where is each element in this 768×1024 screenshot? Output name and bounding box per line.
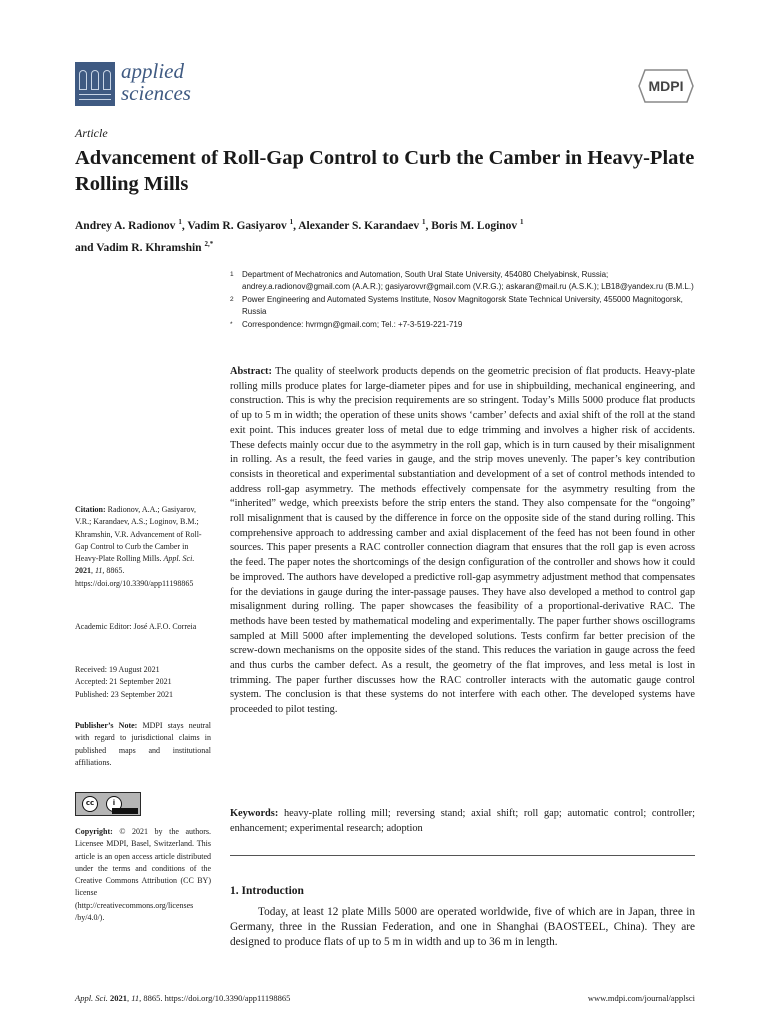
citation-block: Citation: Radionov, A.A.; Gasiyarov, V.R.; Karandaev, A.S.; Loginov, B.M.; Khramshin, V.R. Advancement of Roll-Gap Control to Curb the Camber in Heavy-Plate Rolling Mills. Appl. Sci. 2021, 11, 8865. https://doi.org/10.3390/app11198865 (75, 505, 202, 588)
copyright-label: Copyright: (75, 827, 113, 836)
author-affiliation-mark: 1 (520, 218, 524, 226)
author-affiliation-mark: 1 (421, 218, 426, 226)
citation-label: Citation: (75, 505, 106, 514)
keywords (230, 807, 695, 836)
author-separator: , (293, 219, 299, 232)
journal-header (75, 60, 695, 110)
footer-doi[interactable]: , 8865. https://doi.org/10.3390/app11198865 (139, 993, 291, 1003)
author-list (75, 213, 695, 257)
author-name[interactable]: Andrey A. Radionov (75, 219, 179, 232)
author-name[interactable]: Vadim R. Gasiyarov (187, 219, 290, 232)
footer-citation: Appl. Sci. 2021, 11, 8865. https://doi.org/10.3390/app11198865 (75, 993, 291, 1003)
abstract (230, 365, 695, 718)
footer-volume: 11 (131, 993, 140, 1003)
affiliation-item (230, 319, 695, 331)
author-separator: , (425, 219, 432, 232)
cc-icon: cc (82, 796, 98, 812)
affiliations (230, 269, 695, 332)
affiliation-mark: 1 (230, 271, 234, 278)
accepted-date: Accepted: 21 September 2021 (75, 677, 172, 687)
citation-year: 2021 (75, 566, 91, 576)
attribution-icon: i (106, 796, 122, 812)
cc-by-icon (75, 792, 141, 816)
journal-name-line1: applied (121, 59, 184, 83)
publication-dates (75, 664, 211, 701)
affiliation-text: Power Engineering and Automated Systems Institute, Nosov Magnitogorsk State Technical University, 455000 Magnitogorsk, Russia (242, 295, 683, 316)
publisher-note-label: Publisher’s Note: (75, 721, 138, 730)
journal-logo-icon (75, 62, 115, 106)
citation-doi[interactable]: , 8865. https://doi.org/10.3390/app11198865 (75, 566, 194, 588)
cc-license-badge[interactable] (75, 792, 211, 816)
affiliation-item (230, 269, 695, 293)
citation-journal: Appl. Sci. (163, 554, 195, 564)
citation-volume: 11 (95, 566, 103, 576)
footer-journal: Appl. Sci. (75, 993, 108, 1003)
author-separator: and (75, 241, 97, 254)
abstract-label: Abstract: (230, 366, 272, 377)
paper-title: Advancement of Roll-Gap Control to Curb the Camber in Heavy-Plate Rolling Mills (75, 147, 695, 195)
academic-editor: Academic Editor: José A.F.O. Correia (75, 622, 197, 631)
citation-text: Radionov, A.A.; Gasiyarov, V.R.; Karandaev, A.S.; Loginov, B.M.; Khramshin, V.R. Advancement of Roll-Gap Control to Curb the Camber in Heavy-Plate Rolling Mills. (75, 505, 202, 564)
publisher-note (75, 720, 211, 769)
publisher-note-text: MDPI stays neutral with regard to jurisdictional claims in published maps and institutional affiliations. (75, 721, 211, 767)
keywords-label: Keywords: (230, 808, 279, 819)
section-heading: 1. Introduction (230, 885, 304, 897)
copyright-block (75, 826, 211, 924)
journal-logo[interactable] (75, 60, 191, 106)
author-affiliation-mark: 1 (289, 218, 294, 226)
by-strip (112, 808, 138, 814)
copyright-text: © 2021 by the authors. Licensee MDPI, Basel, Switzerland. This article is an open access article distributed under the terms and conditions of the Creative Commons Attribution (CC BY) license (http://creativecommons.org/licenses /by/4.0/). (75, 827, 211, 923)
section-body: Today, at least 12 plate Mills 5000 are operated worldwide, five of which are in Japan, three in Germany, three in the Russian Federation, and one in Shanghai (BAOSTEEL, China). They are designed to produce flats of up to 5 m in width and up to 36 m in length. (230, 906, 695, 949)
published-date: Published: 23 September 2021 (75, 689, 173, 699)
author-name[interactable]: Boris M. Loginov (431, 219, 521, 232)
publisher-logo[interactable] (637, 68, 695, 104)
article-type: Article (75, 126, 108, 140)
footer-year: 2021 (109, 993, 127, 1003)
publisher-name: MDPI (648, 78, 684, 94)
author-affiliation-mark: 1 (178, 218, 182, 226)
affiliation-mark: * (230, 321, 233, 328)
footer-journal-url[interactable]: www.mdpi.com/journal/applsci (587, 993, 695, 1003)
keywords-text: heavy-plate rolling mill; reversing stand; axial shift; roll gap; automatic control; controller; enhancement; experimental research; adoption (230, 808, 695, 834)
journal-name-line2: sciences (121, 81, 191, 105)
affiliation-item (230, 294, 695, 318)
affiliation-text: Department of Mechatronics and Automation, South Ural State University, 454080 Chelyabinsk, Russia; andrey.a.radionov@gmail.com (A.A.R.); gasiyarovvr@gmail.com (V.R.G.); askaran@mail.ru (A.S.K.); LB18@yandex.ru (B.M.L.) (242, 270, 694, 291)
author-name[interactable]: Vadim R. Khramshin (96, 241, 205, 254)
section-divider (230, 855, 695, 856)
received-date: Received: 19 August 2021 (75, 665, 160, 674)
journal-name (121, 60, 191, 104)
author-separator: , (181, 219, 188, 232)
correspondence-text: Correspondence: hvrmgn@gmail.com; Tel.: +7-3-519-221-719 (242, 320, 463, 329)
author-affiliation-mark: 2,* (204, 239, 214, 248)
affiliation-mark: 2 (230, 296, 234, 303)
author-name[interactable]: Alexander S. Karandaev (298, 219, 422, 232)
abstract-text: The quality of steelwork products depends on the geometric precision of flat products. Heavy-plate rolling mills produce plates for large-diameter pipes and for use in shipbuilding, mechanical engineering, and construction. This is why the precision requirements are so stringent. Today’s Mills 5000 produce flat products of up to 5 m in width; the operation of these units shows ‘camber’ defects and axial shift of the roll at the stand exit point. This induces greater loss of metal due to edge trimming and involves a higher risk of accidents. These defects mainly occur due to the asymmetry in the roll gap, which is in turn caused by their misalignment in rolling. As a result, the feed varies in gauge, and the strip moves unevenly. The paper’s key contribution consists in theoretical and experimental substantiation and development of a set of control methods intended to address roll-gap asymmetry. The methods effectively compensate for the asymmetry resulting from the “inherited” wedge, which preexists before the strip enters the stand. They also compensate for the “ongoing” roll misalignment that is caused by the difference in force on the opposite side of the stand during rolling. This comprehensive approach to addressing camber and axial displacement of the feed has not been found in other sources. This paper presents a RAC controller connection diagram that ensures that the roll gap is even across the feed. The paper notes the shortcomings of the design configuration of the controller and shows how it could be improved. The authors have developed a predictive roll-gap asymmetry adjustment method that compensates for the deviations in gauge during the inter-passage pauses. They have also developed a method to control gap misalignment during rolling. The paper showcases the feasibility of a proportional-derivative RAC. The methods have been tested by mathematical modeling and experimentally. The paper further shows oscillograms sampled at Mill 5000 after implementing the developed solutions. Tests confirm far better precision of the screw-down mechanisms on the opposite sides of the stand. This reduces the variation in gauge across the feed and thus curbs the camber defect. As a result, the geometry of the flat improves, and less metal is lost in trimming. The paper further discusses how the RAC controller interacts with the automatic gauge control system. The conclusion is that these systems do not interfere with each other. The developed systems have proceeded to pilot testing. (230, 366, 695, 716)
